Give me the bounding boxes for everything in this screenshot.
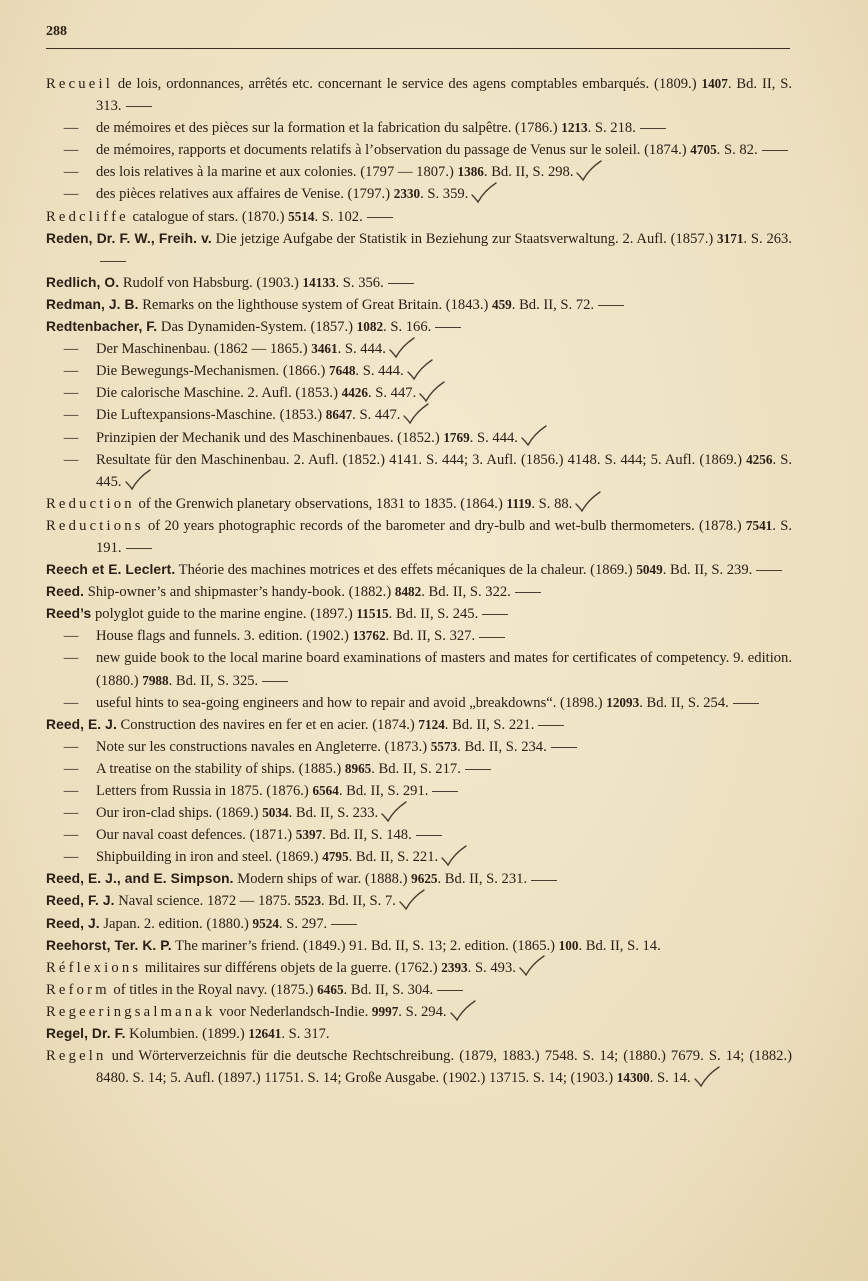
entry-title: polyglot guide to the marine engine. (1897.) [91, 606, 357, 623]
index-entry [46, 493, 792, 515]
entry-title: Kolumbien. (1899.) [125, 1026, 249, 1043]
entry-title: Note sur les constructions navales en Angleterre. (1873.) [96, 738, 431, 755]
entry-author: Reed, E. J., and E. Simpson. [46, 871, 234, 887]
entry-author: Reden, Dr. F. W., Freih. v. [46, 230, 212, 246]
entry-shelf-number: 6465 [317, 981, 344, 997]
entry-shelf-number: 14300 [616, 1070, 650, 1086]
ditto-dash: — [63, 164, 79, 181]
handwritten-checkmark-icon [574, 497, 600, 511]
entry-page-ref: . S. 166. [383, 319, 432, 336]
entry-page-ref: . Bd. II, S. 231. [437, 871, 528, 888]
entry-title: new guide book to the local marine board examinations of masters and mates for certificates of competency. 9. edition. (1880.) [96, 650, 792, 689]
entry-shelf-number: 8647 [325, 407, 353, 423]
index-entry [46, 294, 792, 316]
entry-keyword: Recueil [46, 76, 113, 92]
entry-page-ref: . Bd. II, S. 291. [338, 783, 429, 799]
entry-shelf-number: 1119 [506, 495, 532, 511]
entry-title: The mariner’s friend. (1849.) 91. Bd. II, S. 13; 2. edition. (1865.) [171, 937, 559, 954]
entry-title: Théorie des machines motrices et des effets mécaniques de la chaleur. (1869.) [175, 562, 637, 579]
entry-author: Reehorst, Ter. K. P. [46, 937, 172, 953]
handwritten-dash-mark [437, 990, 463, 991]
entry-page-ref: . Bd. II, S. 245. [388, 606, 479, 623]
handwritten-dash-mark [388, 283, 414, 284]
ditto-dash: — [63, 760, 79, 777]
handwritten-checkmark-icon [380, 807, 406, 821]
entry-title: catalogue of stars. (1870.) [128, 208, 289, 225]
entry-title: Our naval coast defences. (1871.) [96, 827, 296, 844]
index-entry [46, 117, 792, 139]
entry-page-ref: . Bd. II, S. 239. [662, 562, 753, 579]
index-entry [46, 758, 792, 780]
entry-shelf-number: 1386 [457, 164, 484, 180]
ditto-dash: — [63, 827, 79, 844]
handwritten-dash-mark [762, 150, 788, 151]
handwritten-dash-mark [531, 880, 557, 881]
ditto-dash: — [63, 805, 79, 822]
entry-shelf-number: 7541 [745, 517, 773, 533]
index-entry [46, 272, 792, 294]
index-entry [46, 846, 792, 868]
entry-title: de mémoires, rapports et documents relatifs à l’observation du passage de Venus sur le soleil. (1874.) [96, 142, 691, 159]
handwritten-dash-mark [331, 924, 357, 925]
entry-page-ref: . Bd. II, S. 234. [457, 738, 547, 755]
index-entry [46, 625, 792, 647]
entry-shelf-number: 7648 [329, 363, 356, 379]
index-entry [46, 957, 792, 979]
entry-title: Die calorische Maschine. 2. Aufl. (1853.) [96, 385, 342, 402]
entry-shelf-number: 1213 [561, 120, 588, 136]
handwritten-dash-mark [465, 769, 491, 770]
entry-title: voor Nederlandsch-Indie. [215, 1003, 372, 1020]
entry-page-ref: . S. 14. [649, 1070, 691, 1087]
handwritten-checkmark-icon [398, 895, 424, 909]
index-entry [46, 692, 792, 714]
entry-title: Japan. 2. edition. (1880.) [99, 915, 253, 932]
entry-title: und Wörterverzeichnis für die deutsche Rechtschreibung. (1879, 1883.) 7548. S. 14; (1880.) 7679. S. 14; (1882.) 8480. S. 14; 5. Aufl. (1897.) 11751. S. 14; Große Ausgabe. (1902.) 13715. S. 14; (1903.) [96, 1048, 792, 1087]
ditto-dash: — [63, 407, 79, 424]
ditto-dash: — [63, 694, 79, 711]
index-entry [46, 581, 792, 603]
ditto-dash: — [63, 429, 79, 446]
entry-page-ref: . Bd. II, S. 304. [343, 981, 434, 998]
entry-title: Modern ships of war. (1888.) [233, 871, 412, 888]
entry-title: Remarks on the lighthouse system of Great Britain. (1843.) [138, 296, 492, 313]
entry-page-ref: . Bd. II, S. 298. [483, 164, 574, 181]
index-entry [46, 979, 792, 1001]
handwritten-dash-mark [100, 261, 126, 262]
entry-shelf-number: 1407 [701, 76, 728, 91]
entry-keyword: Redcliffe [46, 208, 129, 225]
entry-page-ref: . S. 218. [587, 120, 636, 137]
entry-shelf-number: 5523 [294, 893, 321, 909]
entry-author: Reed, F. J. [46, 893, 115, 909]
entry-shelf-number: 6564 [312, 783, 339, 798]
index-entry [46, 935, 792, 957]
index-entry [46, 449, 792, 493]
index-entry [46, 714, 792, 736]
ditto-dash: — [63, 363, 79, 380]
entry-shelf-number: 1082 [356, 319, 384, 335]
ditto-dash: — [63, 451, 79, 468]
entry-title: des lois relatives à la marine et aux colonies. (1797 — 1807.) [96, 164, 458, 181]
entry-page-ref: . S. 317. [281, 1026, 330, 1043]
entry-title: A treatise on the stability of ships. (1885.) [96, 760, 345, 777]
entry-shelf-number: 5034 [262, 805, 289, 821]
entry-page-ref: . Bd. II, S. 327. [385, 628, 476, 645]
ditto-dash: — [63, 849, 79, 866]
index-entry [46, 913, 792, 935]
entry-page-ref: . S. 444. [469, 429, 518, 446]
entry-shelf-number: 4426 [341, 385, 368, 401]
entry-title: Ship-owner’s and shipmaster’s handy-book. (1882.) [84, 584, 395, 601]
index-entry [46, 515, 792, 559]
handwritten-dash-mark [435, 327, 461, 328]
entry-page-ref: . S. 191. [96, 517, 793, 556]
entry-title: of 20 years photographic records of the barometer and dry-bulb and wet-bulb thermometers. (1878.) [143, 517, 746, 534]
index-entry [46, 382, 792, 404]
handwritten-dash-mark [416, 835, 442, 836]
entry-author: Regel, Dr. F. [46, 1026, 126, 1042]
entry-page-ref: . S. 445. [96, 451, 793, 490]
entry-author: Reed, E. J. [46, 716, 117, 732]
handwritten-dash-mark [126, 106, 152, 107]
entry-shelf-number: 3171 [717, 230, 744, 246]
entry-page-ref: . S. 493. [467, 959, 516, 976]
entry-title: Construction des navires en fer et en acier. (1874.) [116, 716, 419, 733]
entry-page-ref: . Bd. II, S. 313. [96, 76, 793, 115]
entry-title: de mémoires et des pièces sur la formation et la fabrication du salpêtre. (1786.) [96, 120, 562, 137]
handwritten-dash-mark [482, 614, 508, 615]
entry-shelf-number: 5397 [295, 827, 323, 843]
ditto-dash: — [63, 186, 79, 203]
entry-shelf-number: 1769 [443, 429, 470, 445]
entry-page-ref: . S. 447. [352, 407, 401, 424]
index-entry [46, 824, 792, 846]
entry-author: Redman, J. B. [46, 296, 139, 312]
entry-shelf-number: 2393 [441, 959, 468, 975]
entry-author: Reech et E. Leclert. [46, 562, 176, 578]
index-entry [46, 139, 792, 161]
entry-page-ref: . S. 447. [367, 385, 417, 402]
entry-page-ref: . S. 82. [716, 142, 758, 159]
entry-shelf-number: 9524 [252, 915, 279, 931]
entry-shelf-number: 14133 [302, 274, 336, 290]
handwritten-dash-mark [551, 747, 577, 748]
entry-shelf-number: 7124 [418, 716, 445, 732]
entry-title: Our iron-clad ships. (1869.) [96, 805, 263, 822]
handwritten-dash-mark [432, 791, 458, 792]
index-entry [46, 647, 792, 691]
entry-author: Reed. [46, 584, 85, 600]
header-rule [46, 48, 790, 49]
handwritten-dash-mark [126, 548, 152, 549]
ditto-dash: — [63, 628, 79, 645]
entry-title: Die jetzige Aufgabe der Statistik in Beziehung zur Staatsverwaltung. 2. Aufl. (1857.) [211, 230, 718, 247]
handwritten-dash-mark [598, 305, 624, 306]
handwritten-dash-mark [262, 681, 288, 682]
entry-page-ref: . S. 294. [398, 1003, 447, 1020]
index-entry [46, 206, 792, 228]
entry-page-ref: . Bd. II, S. 217. [371, 760, 461, 777]
entry-page-ref: . S. 444. [355, 363, 404, 380]
entry-page-ref: . Bd. II, S. 221. [348, 849, 439, 866]
index-entry [46, 427, 792, 449]
handwritten-dash-mark [479, 637, 505, 638]
handwritten-checkmark-icon [693, 1072, 719, 1086]
entry-shelf-number: 100 [558, 937, 579, 953]
entry-title: des pièces relatives aux affaires de Venise. (1797.) [96, 186, 394, 203]
index-entry [46, 1023, 792, 1045]
entry-title: Das Dynamiden-System. (1857.) [157, 319, 357, 336]
handwritten-checkmark-icon [406, 365, 432, 379]
handwritten-checkmark-icon [518, 961, 544, 975]
entry-shelf-number: 7988 [142, 672, 169, 688]
entry-title: House flags and funnels. 3. edition. (1902.) [96, 628, 353, 645]
handwritten-checkmark-icon [575, 166, 601, 180]
entry-page-ref: . Bd. II, S. 254. [639, 694, 729, 711]
entry-page-ref: . Bd. II, S. 72. [511, 296, 595, 313]
entry-shelf-number: 8965 [344, 760, 372, 776]
handwritten-checkmark-icon [470, 188, 496, 202]
entry-keyword: Reform [46, 981, 110, 998]
entry-title: de lois, ordonnances, arrêtés etc. concernant le service des agens comptables embarqués. (1809.) [112, 76, 702, 92]
handwritten-checkmark-icon [124, 475, 150, 489]
entry-page-ref: . Bd. II, S. 7. [320, 893, 396, 910]
entry-shelf-number: 2330 [393, 186, 421, 202]
handwritten-checkmark-icon [520, 431, 546, 445]
entry-shelf-number: 5049 [636, 562, 663, 578]
index-entry [46, 890, 792, 912]
entry-page-ref: . S. 356. [335, 274, 384, 291]
entry-author: Reed’s [46, 606, 92, 622]
index-entry [46, 161, 792, 183]
handwritten-checkmark-icon [440, 851, 466, 865]
entry-title: Resultate für den Maschinenbau. 2. Aufl. (1852.) 4141. S. 444; 3. Aufl. (1856.) 4148. S. 444; 5. Aufl. (1869.) [96, 451, 747, 468]
handwritten-dash-mark [367, 217, 393, 218]
entry-shelf-number: 4795 [322, 849, 349, 865]
entry-shelf-number: 459 [491, 296, 512, 312]
index-entry [46, 228, 792, 272]
entry-shelf-number: 9625 [411, 871, 438, 887]
entry-shelf-number: 12641 [248, 1026, 282, 1042]
index-entry [46, 1001, 792, 1023]
entry-title: Shipbuilding in iron and steel. (1869.) [96, 849, 323, 866]
entry-keyword: Regeln [46, 1048, 107, 1065]
entry-author: Reed, J. [46, 915, 100, 931]
entry-keyword: Reductions [46, 517, 144, 534]
index-entry [46, 802, 792, 824]
entry-title: useful hints to sea-going engineers and how to repair and avoid „breakdowns“. (1898.) [96, 694, 607, 711]
entry-page-ref: . S. 359. [420, 186, 469, 203]
entry-author: Redtenbacher, F. [46, 319, 158, 335]
entry-title: Rudolf von Habsburg. (1903.) [119, 274, 303, 291]
entry-page-ref: . Bd. II, S. 148. [322, 827, 412, 844]
handwritten-checkmark-icon [449, 1006, 475, 1020]
entry-keyword: Réflexions [46, 959, 142, 976]
index-entry [46, 404, 792, 426]
handwritten-dash-mark [515, 592, 541, 593]
index-entry [46, 1045, 792, 1089]
page-number: 288 [46, 24, 67, 39]
handwritten-checkmark-icon [388, 343, 414, 357]
index-entry [46, 868, 792, 890]
ditto-dash: — [63, 783, 79, 799]
index-entry [46, 183, 792, 205]
entry-shelf-number: 9997 [371, 1003, 399, 1019]
index-entry [46, 360, 792, 382]
entry-page-ref: . Bd. II, S. 233. [288, 805, 379, 822]
entry-title: militaires sur différens objets de la guerre. (1762.) [141, 959, 442, 976]
ditto-dash: — [63, 738, 79, 755]
ditto-dash: — [63, 120, 79, 137]
entry-shelf-number: 12093 [606, 694, 640, 710]
entry-shelf-number: 5514 [288, 208, 315, 224]
entry-author: Redlich, O. [46, 274, 120, 290]
entry-shelf-number: 3461 [311, 341, 338, 357]
index-entry [46, 316, 792, 338]
index-entry [46, 338, 792, 360]
ditto-dash: — [63, 385, 79, 402]
ditto-dash: — [63, 142, 79, 159]
entry-shelf-number: 5573 [430, 738, 458, 754]
entry-page-ref: . S. 88. [531, 495, 573, 512]
entry-page-ref: . S. 263. [743, 230, 792, 247]
index-entries [46, 73, 792, 1089]
entry-page-ref: . S. 102. [314, 208, 363, 225]
entry-title: Die Bewegungs-Mechanismen. (1866.) [96, 363, 330, 380]
ditto-dash: — [63, 341, 79, 358]
entry-title: of titles in the Royal navy. (1875.) [109, 981, 318, 998]
handwritten-checkmark-icon [418, 387, 444, 401]
entry-page-ref: . S. 444. [337, 341, 386, 358]
entry-keyword: Regeeringsalmanak [46, 1003, 216, 1020]
entry-page-ref: . S. 297. [278, 915, 328, 932]
entry-page-ref: . Bd. II, S. 322. [421, 584, 511, 601]
entry-title: of the Grenwich planetary observations, 1831 to 1835. (1864.) [134, 495, 507, 512]
handwritten-dash-mark [756, 570, 782, 571]
entry-shelf-number: 8482 [394, 584, 422, 600]
index-entry [46, 559, 792, 581]
entry-title: Naval science. 1872 — 1875. [114, 893, 295, 910]
handwritten-dash-mark [538, 725, 564, 726]
entry-title: Letters from Russia in 1875. (1876.) [96, 783, 313, 799]
entry-page-ref: . Bd. II, S. 221. [444, 716, 535, 733]
entry-shelf-number: 13762 [352, 628, 386, 644]
index-entry [46, 73, 792, 117]
entry-shelf-number: 4256 [746, 451, 773, 467]
entry-shelf-number: 11515 [356, 606, 389, 622]
index-entry [46, 603, 792, 625]
handwritten-dash-mark [640, 128, 666, 129]
entry-page-ref: . Bd. II, S. 325. [168, 672, 259, 689]
handwritten-dash-mark [733, 703, 759, 704]
entry-shelf-number: 4705 [690, 142, 717, 158]
ditto-dash: — [63, 650, 79, 667]
entry-title: Die Luftexpansions-Maschine. (1853.) [96, 407, 326, 424]
entry-page-ref: . Bd. II, S. 14. [578, 937, 661, 954]
entry-title: Prinzipien der Mechanik und des Maschinenbaues. (1852.) [96, 429, 444, 446]
index-entry [46, 780, 792, 802]
handwritten-checkmark-icon [402, 409, 428, 423]
entry-title: Der Maschinenbau. (1862 — 1865.) [96, 341, 312, 358]
entry-keyword: Reduction [46, 495, 135, 512]
index-entry [46, 736, 792, 758]
